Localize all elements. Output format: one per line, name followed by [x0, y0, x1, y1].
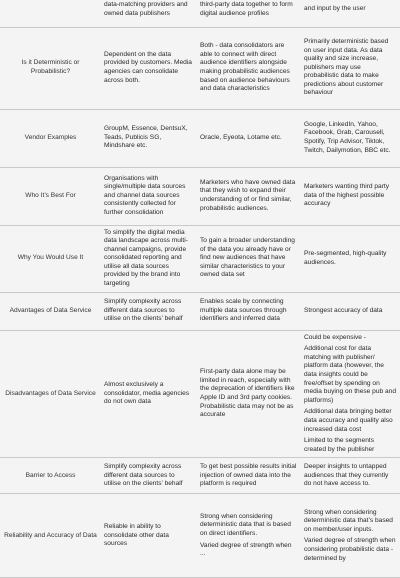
cell-col-3: Deeper insights to untapped audiences that they currently do not have access to. — [300, 458, 400, 494]
cell-col-2: Oracle, Eyeota, Lotame etc. — [196, 109, 300, 167]
cell-col-2 — [196, 494, 300, 578]
cell-col-2: To get best possible results initial injection of owned data into the platform is required — [196, 458, 300, 494]
cell-col-2: Enables scale by connecting multiple data sources through identifiers and inferred data — [196, 292, 300, 330]
table-row — [0, 330, 400, 458]
row-label: Advantages of Data Service — [0, 292, 100, 330]
cell-paragraph: Could be expensive - — [304, 333, 366, 341]
row-label: Vendor Examples — [0, 109, 100, 167]
cell-col-3: and input by the user — [300, 0, 400, 27]
cell-paragraph: Varied degree of strength when considering probabilistic data - determined by — [304, 537, 396, 562]
table-row — [0, 167, 400, 225]
table-row — [0, 109, 400, 167]
table-row — [0, 225, 400, 292]
cell-col-1: Almost exclusively a consolidator, media agencies do not own data — [100, 330, 196, 458]
row-label: Disadvantages of Data Service — [0, 330, 100, 458]
row-label: Is it Deterministic or Probabilistic? — [0, 27, 100, 109]
row-label: Who It’s Best For — [0, 167, 100, 225]
cell-col-3: Pre-segmented, high-quality audiences. — [300, 225, 400, 292]
cell-col-3: Strongest accuracy of data — [300, 292, 400, 330]
cell-paragraph: Additional data bringing better data accuracy and quality also increased data cost — [304, 408, 393, 433]
cell-col-3 — [300, 330, 400, 458]
table-row — [0, 494, 400, 578]
cell-paragraph: Strong when considering deterministic data that’s based on member/user inputs. — [304, 508, 393, 533]
cell-col-1: Simplify complexity across different data sources to utilise on the clients’ behalf — [100, 292, 196, 330]
table-row — [0, 0, 400, 27]
cell-col-3: Google, LinkedIn, Yahoo, Facebook, Grab, Carousell, Spotify, Trip Advisor, Tiktok, Twitch, Dailymotion, BBC etc. — [300, 109, 400, 167]
table-row — [0, 27, 400, 109]
cell-col-3: Primarily deterministic based on user input data. As data quality and size increase, publishers may use probabilistic data to make predictions about customer behaviour — [300, 27, 400, 109]
cell-col-1: Simplify complexity across different data sources to utilise on the clients’ behalf — [100, 458, 196, 494]
cell-col-3 — [300, 494, 400, 578]
row-label — [0, 0, 100, 27]
cell-col-3: Marketers wanting third party data of the highest possible accuracy — [300, 167, 400, 225]
cell-paragraph: Strong when considering deterministic data that is based on direct identifiers. — [200, 512, 291, 538]
row-label: Barrier to Access — [0, 458, 100, 494]
cell-paragraph: Additional cost for data matching with publisher/ platform data (however, the data insights could be free/offset by spending on media buying on these pub and platforms) — [304, 345, 397, 404]
cell-col-1: GroupM, Essence, DentsuX, Teads, Publicis SG, Mindshare etc. — [100, 109, 196, 167]
cell-paragraph: Varied degree of strength when ... — [200, 541, 292, 558]
row-label: Why You Would Use It — [0, 225, 100, 292]
table-row — [0, 292, 400, 330]
cell-col-1: Reliable in ability to consolidate other data sources — [100, 494, 196, 578]
table-row — [0, 458, 400, 494]
cell-col-2: third-party data together to form digital audience profiles — [196, 0, 300, 27]
cell-col-1: data-matching providers and owned data publishers — [100, 0, 196, 27]
cell-paragraph: Limited to the segments created by the publisher — [304, 437, 375, 453]
cell-col-1: To simplify the digital media data landscape across multi-channel campaigns, provide consolidated reporting and utilise all data sources provided by the brand into targeting — [100, 225, 196, 292]
row-label: Reliability and Accuracy of Data — [0, 494, 100, 578]
cell-col-1: Dependent on the data provided by customers. Media agencies can consolidate across both. — [100, 27, 196, 109]
cell-col-1: Organisations with single/multiple data sources and channel data sources consistently collected for further consolidation — [100, 167, 196, 225]
cell-col-2: To gain a broader understanding of the data you already have or find new audiences that have similar characteristics to your owned data set — [196, 225, 300, 292]
cell-col-2: Marketers who have owned data that they wish to expand their understanding of or find similar, probabilistic audiences. — [196, 167, 300, 225]
cell-col-2: Both - data consolidators are able to connect with direct audience identifiers alongside making probabilistic audiences based on audience behaviours and data characteristics — [196, 27, 300, 109]
cell-col-2: First-party data alone may be limited in reach, especially with the deprecation of identifiers like Apple ID and 3rd party cookies. Probabilistic data may not be as accurate — [196, 330, 300, 458]
